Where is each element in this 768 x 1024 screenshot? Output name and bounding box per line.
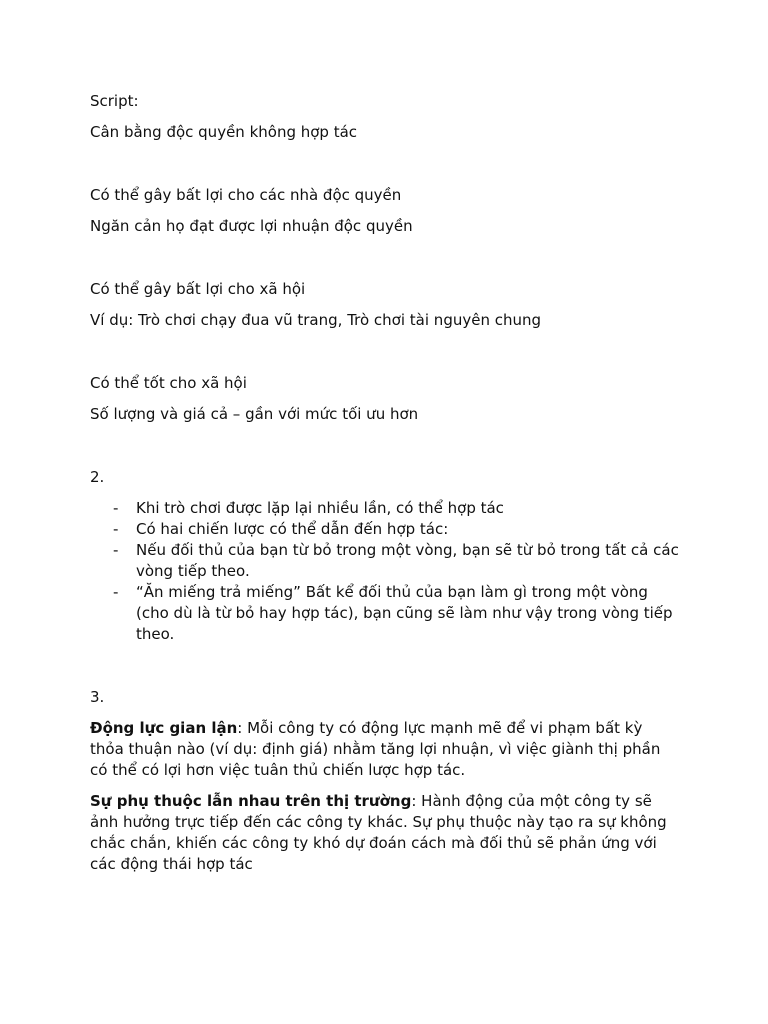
list-item: - Có hai chiến lược có thể dẫn đến hợp tác: bbox=[90, 519, 680, 540]
section3-paragraph bbox=[90, 791, 680, 875]
document-body bbox=[90, 91, 680, 885]
section1-line: Số lượng và giá cả – gần với mức tối ưu hơn bbox=[90, 405, 419, 423]
section2-list bbox=[90, 498, 680, 645]
script-label: Script: bbox=[90, 92, 139, 110]
spacer bbox=[90, 247, 680, 279]
list-item: - Nếu đối thủ của bạn từ bỏ trong một vòng, bạn sẽ từ bỏ trong tất cả các vòng tiếp theo. bbox=[90, 540, 680, 582]
list-item: - “Ăn miếng trả miếng” Bất kể đối thủ của bạn làm gì trong một vòng (cho dù là từ bỏ hay hợp tác), bạn cũng sẽ làm như vậy trong vòng tiếp theo. bbox=[90, 582, 680, 645]
spacer bbox=[90, 153, 680, 185]
paragraph-bold-lead: Sự phụ thuộc lẫn nhau trên thị trường bbox=[90, 792, 412, 810]
section2-heading: 2. bbox=[90, 468, 105, 486]
spacer bbox=[90, 341, 680, 373]
section3-paragraph bbox=[90, 718, 680, 781]
paragraph-bold-lead: Động lực gian lận bbox=[90, 719, 238, 737]
spacer bbox=[90, 645, 680, 687]
paragraph-text: : Hành động của một công ty sẽ ảnh hưởng trực tiếp đến các công ty khác. Sự phụ thuộc này tạo ra sự không chắc chắn, khiến các công ty khó dự đoán cách mà đối thủ sẽ phản ứng với các động thái hợp tác bbox=[90, 792, 667, 873]
section3-heading: 3. bbox=[90, 688, 105, 706]
section1-title: Cân bằng độc quyền không hợp tác bbox=[90, 123, 358, 141]
section1-line: Ví dụ: Trò chơi chạy đua vũ trang, Trò chơi tài nguyên chung bbox=[90, 311, 542, 329]
section1-line: Có thể gây bất lợi cho các nhà độc quyền bbox=[90, 186, 402, 204]
section1-line: Ngăn cản họ đạt được lợi nhuận độc quyền bbox=[90, 217, 413, 235]
list-item: - Khi trò chơi được lặp lại nhiều lần, có thể hợp tác bbox=[90, 498, 680, 519]
section1-line: Có thể gây bất lợi cho xã hội bbox=[90, 280, 306, 298]
section1-line: Có thể tốt cho xã hội bbox=[90, 374, 247, 392]
spacer bbox=[90, 435, 680, 467]
paragraph-text: : Mỗi công ty có động lực mạnh mẽ để vi phạm bất kỳ thỏa thuận nào (ví dụ: định giá) nhằm tăng lợi nhuận, vì việc giành thị phần có thể có lợi hơn việc tuân thủ chiến lược hợp tác. bbox=[90, 719, 661, 779]
